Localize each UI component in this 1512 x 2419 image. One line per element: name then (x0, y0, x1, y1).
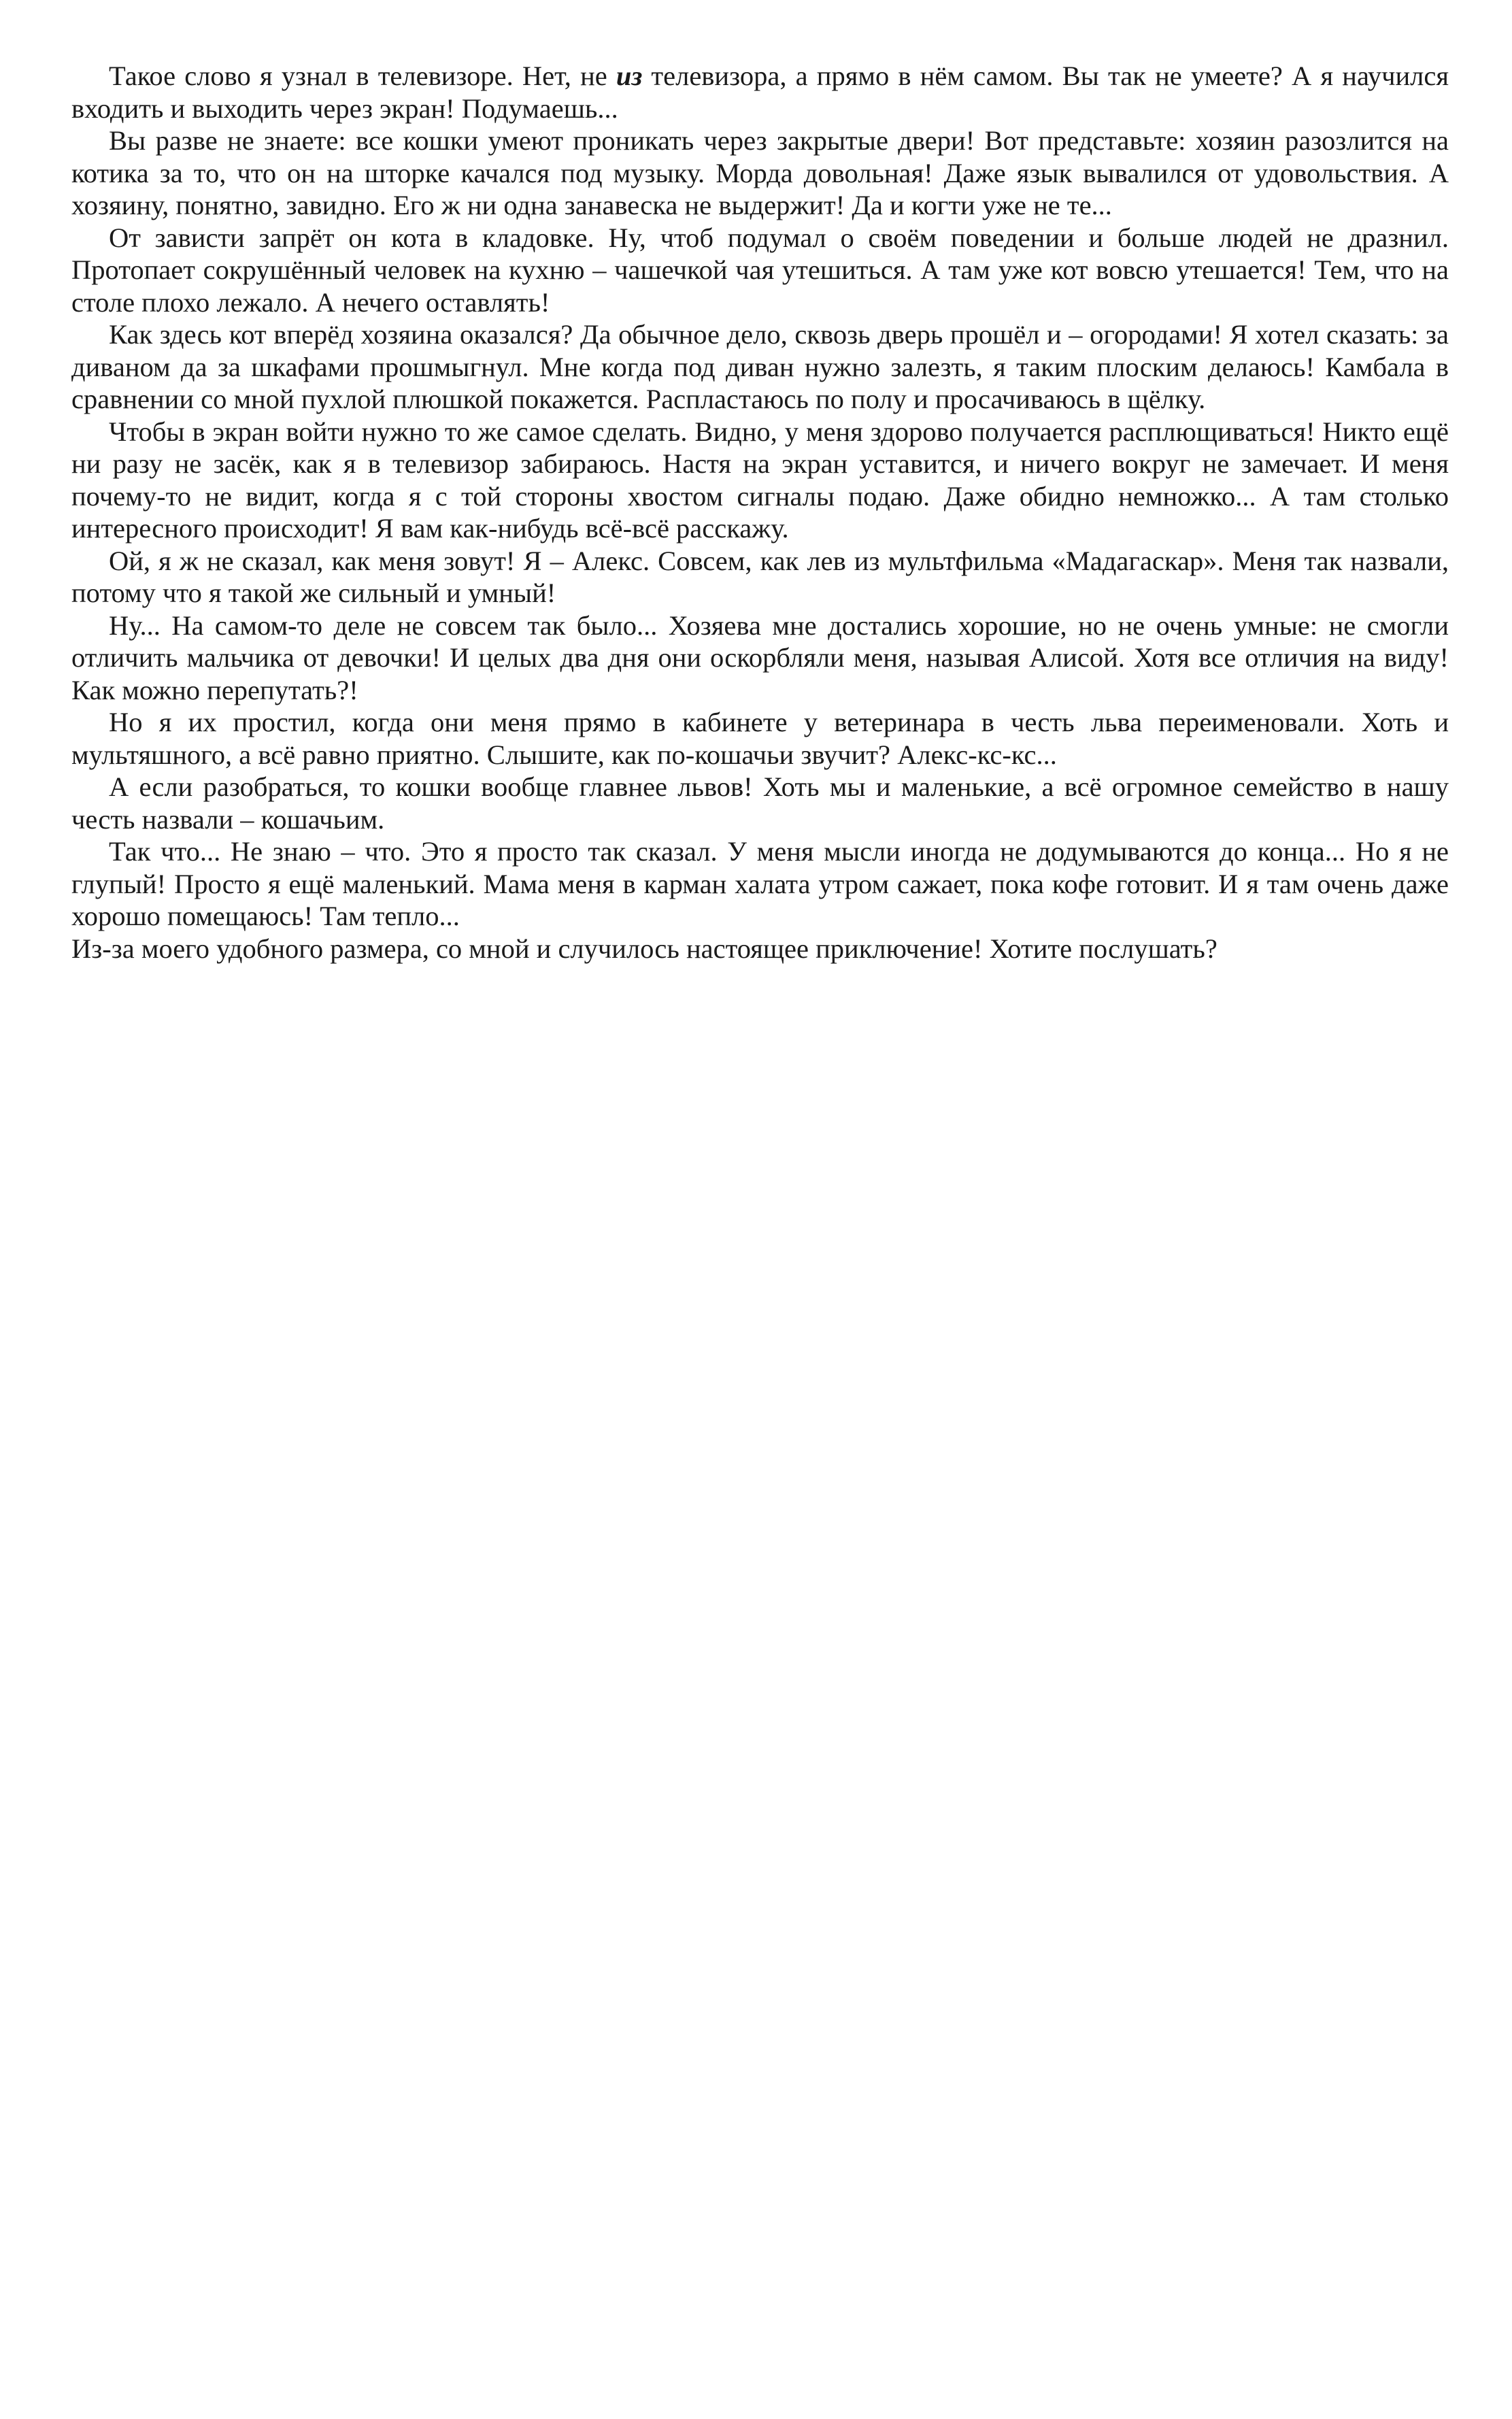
emphasis-word: из (616, 61, 643, 91)
paragraph-text: Такое слово я узнал в телевизоре. Нет, не (109, 61, 616, 91)
paragraph: А если разобраться, то кошки вообще главнее львов! Хоть мы и маленькие, а всё огромное семейство в нашу честь назвали – кошачьим. (71, 771, 1449, 835)
paragraph: Вы разве не знаете: все кошки умеют проникать через закрытые двери! Вот представьте: хозяин разозлится на котика за то, что он на шторке качался под музыку. Морда довольная! Даже язык вывалился от удовольствия. А хозяину, понятно, завидно. Его ж ни одна занавеска не выдержит! Да и когти уже не те... (71, 125, 1449, 220)
paragraph-final: Из-за моего удобного размера, со мной и случилось настоящее приключение! Хотите послушать? (71, 933, 1217, 964)
paragraph: Но я их простил, когда они меня прямо в кабинете у ветеринара в честь льва переименовали. Хоть и мультяшного, а всё равно приятно. Слышите, как по-кошачьи звучит? Алекс-кс-кс... (71, 707, 1449, 770)
paragraph-text: телевизора, а прямо в нём самом. Вы так не умеете? А я научился входить и выходить через экран! Подумаешь... (71, 61, 1449, 124)
paragraph: Как здесь кот вперёд хозяина оказался? Да обычное дело, сквозь дверь прошёл и – огородами! Я хотел сказать: за диваном да за шкафами прошмыгнул. Мне когда под диван нужно залезть, я таким плоским делаюсь! Камбала в сравнении со мной пухлой плюшкой покажется. Распластаюсь по полу и просачиваюсь в щёлку. (71, 319, 1449, 414)
document-page (71, 60, 1449, 965)
paragraph (71, 60, 1449, 124)
paragraph: Ой, я ж не сказал, как меня зовут! Я – Алекс. Совсем, как лев из мультфильма «Мадагаскар». Меня так назвали, потому что я такой же сильный и умный! (71, 545, 1449, 608)
paragraph: Чтобы в экран войти нужно то же самое сделать. Видно, у меня здорово получается расплющиваться! Никто ещё ни разу не засёк, как я в телевизор забираюсь. Настя на экран уставится, и ничего вокруг не замечает. И меня почему-то не видит, когда я с той стороны хвостом сигналы подаю. Даже обидно немножко... А там столько интересного происходит! Я вам как-нибудь всё-всё расскажу. (71, 416, 1449, 544)
paragraph: От зависти запрёт он кота в кладовке. Ну, чтоб подумал о своём поведении и больше людей не дразнил. Протопает сокрушённый человек на кухню – чашечкой чая утешиться. А там уже кот вовсю утешается! Тем, что на столе плохо лежало. А нечего оставлять! (71, 222, 1449, 318)
paragraph: Так что... Не знаю – что. Это я просто так сказал. У меня мысли иногда не додумываются до конца... Но я не глупый! Просто я ещё маленький. Мама меня в карман халата утром сажает, пока кофе готовит. И я там очень даже хорошо помещаюсь! Там тепло... (71, 836, 1449, 931)
paragraph: Ну... На самом-то деле не совсем так было... Хозяева мне достались хорошие, но не очень умные: не смогли отличить мальчика от девочки! И целых два дня они оскорбляли меня, называя Алисой. Хотя все отличия на виду! Как можно перепутать?! (71, 610, 1449, 705)
